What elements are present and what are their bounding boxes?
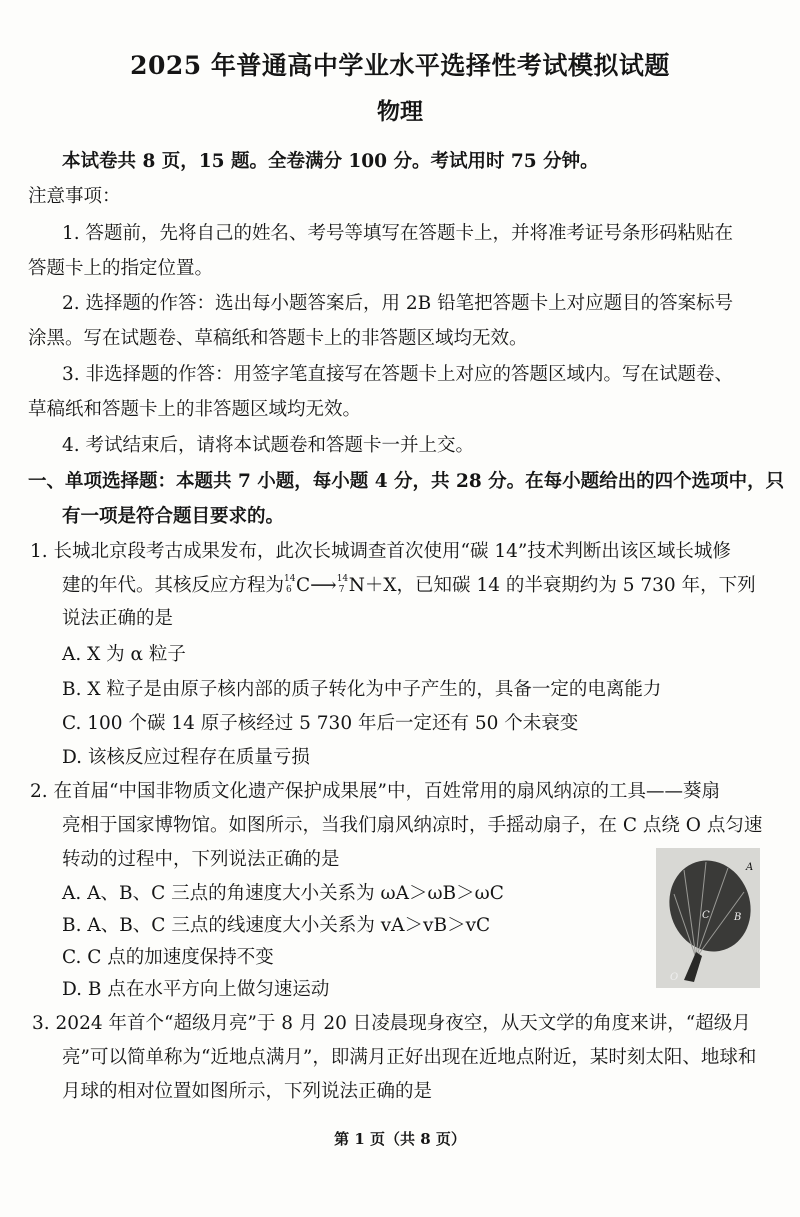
label-c: C xyxy=(702,910,710,921)
fan-figure xyxy=(656,848,760,988)
question-2-stem-line3: 转动的过程中，下列说法正确的是 xyxy=(62,849,340,870)
exam-intro: 本试卷共 8 页，15 题。全卷满分 100 分。考试用时 75 分钟。 xyxy=(62,151,599,172)
q1-option-d: D. 该核反应过程存在质量亏损 xyxy=(62,747,310,768)
note-line: 涂黑。写在试题卷、草稿纸和答题卡上的非答题区域均无效。 xyxy=(28,328,528,349)
note-line: 草稿纸和答题卡上的非答题区域均无效。 xyxy=(28,399,362,420)
reaction-arrow: ⟶ xyxy=(310,575,337,596)
q2-option-d: D. B 点在水平方向上做匀速运动 xyxy=(62,979,330,1000)
question-1-stem: 1. 长城北京段考古成果发布，此次长城调查首次使用“碳 14”技术判断出该区域长城修 xyxy=(30,541,731,562)
question-2-stem: 2. 在首届“中国非物质文化遗产保护成果展”中，百姓常用的扇风纳凉的工具——葵扇 xyxy=(30,781,720,802)
q2-option-b: B. A、B、C 三点的线速度大小关系为 vA＞vB＞vC xyxy=(62,915,491,936)
q1-text: 建的年代。其核反应方程为 xyxy=(62,575,285,596)
note-line: 2. 选择题的作答：选出每小题答案后，用 2B 铅笔把答题卡上对应题目的答案标号 xyxy=(62,293,734,314)
section-heading-cont: 有一项是符合题目要求的。 xyxy=(62,506,285,527)
label-b: B xyxy=(734,912,742,923)
question-1-stem-line2: 建的年代。其核反应方程为 14 6 C⟶ 14 7 N＋X，已知碳 14 的半衰期约为 5 730 年，下列 xyxy=(62,574,756,596)
question-3-stem: 3. 2024 年首个“超级月亮”于 8 月 20 日凌晨现身夜空，从天文学的角度来讲，“超级月 xyxy=(32,1013,751,1034)
label-a: A xyxy=(746,862,754,873)
label-o: O xyxy=(670,972,679,983)
note-line: 3. 非选择题的作答：用签字笔直接写在答题卡上对应的答题区域内。写在试题卷、 xyxy=(62,364,734,385)
carbon-nuclide: 14 6 xyxy=(284,574,296,595)
note-line: 答题卡上的指定位置。 xyxy=(28,258,214,279)
question-2-stem-line2: 亮相于国家博物馆。如图所示，当我们扇风纳凉时，手摇动扇子，在 C 点绕 O 点匀速 xyxy=(62,815,763,836)
q2-option-c: C. C 点的加速度保持不变 xyxy=(62,947,274,968)
q1-option-b: B. X 粒子是由原子核内部的质子转化为中子产生的，具备一定的电离能力 xyxy=(62,679,662,700)
question-3-stem-line3: 月球的相对位置如图所示，下列说法正确的是 xyxy=(62,1081,433,1102)
note-line: 4. 考试结束后，请将本试题卷和答题卡一并上交。 xyxy=(62,435,475,456)
q1-option-a: A. X 为 α 粒子 xyxy=(62,644,186,665)
section-heading: 一、单项选择题：本题共 7 小题，每小题 4 分，共 28 分。在每小题给出的四个选项中，只 xyxy=(28,471,785,492)
note-line: 1. 答题前，先将自己的姓名、考号等填写在答题卡上，并将准考证号条形码粘贴在 xyxy=(62,223,734,244)
exam-subject: 物理 xyxy=(377,98,423,125)
exam-title: 2025 年普通高中学业水平选择性考试模拟试题 xyxy=(130,51,670,80)
nitrogen-nuclide: 14 7 xyxy=(336,574,349,595)
q1-option-c: C. 100 个碳 14 原子核经过 5 730 年后一定还有 50 个未衰变 xyxy=(62,713,579,734)
page-footer: 第 1 页（共 8 页） xyxy=(334,1130,466,1148)
q2-option-a: A. A、B、C 三点的角速度大小关系为 ωA＞ωB＞ωC xyxy=(62,883,504,904)
question-1-stem-line3: 说法正确的是 xyxy=(62,608,174,629)
notes-title: 注意事项： xyxy=(28,186,121,207)
question-3-stem-line2: 亮”可以简单称为“近地点满月”，即满月正好出现在近地点附近，某时刻太阳、地球和 xyxy=(62,1047,757,1068)
